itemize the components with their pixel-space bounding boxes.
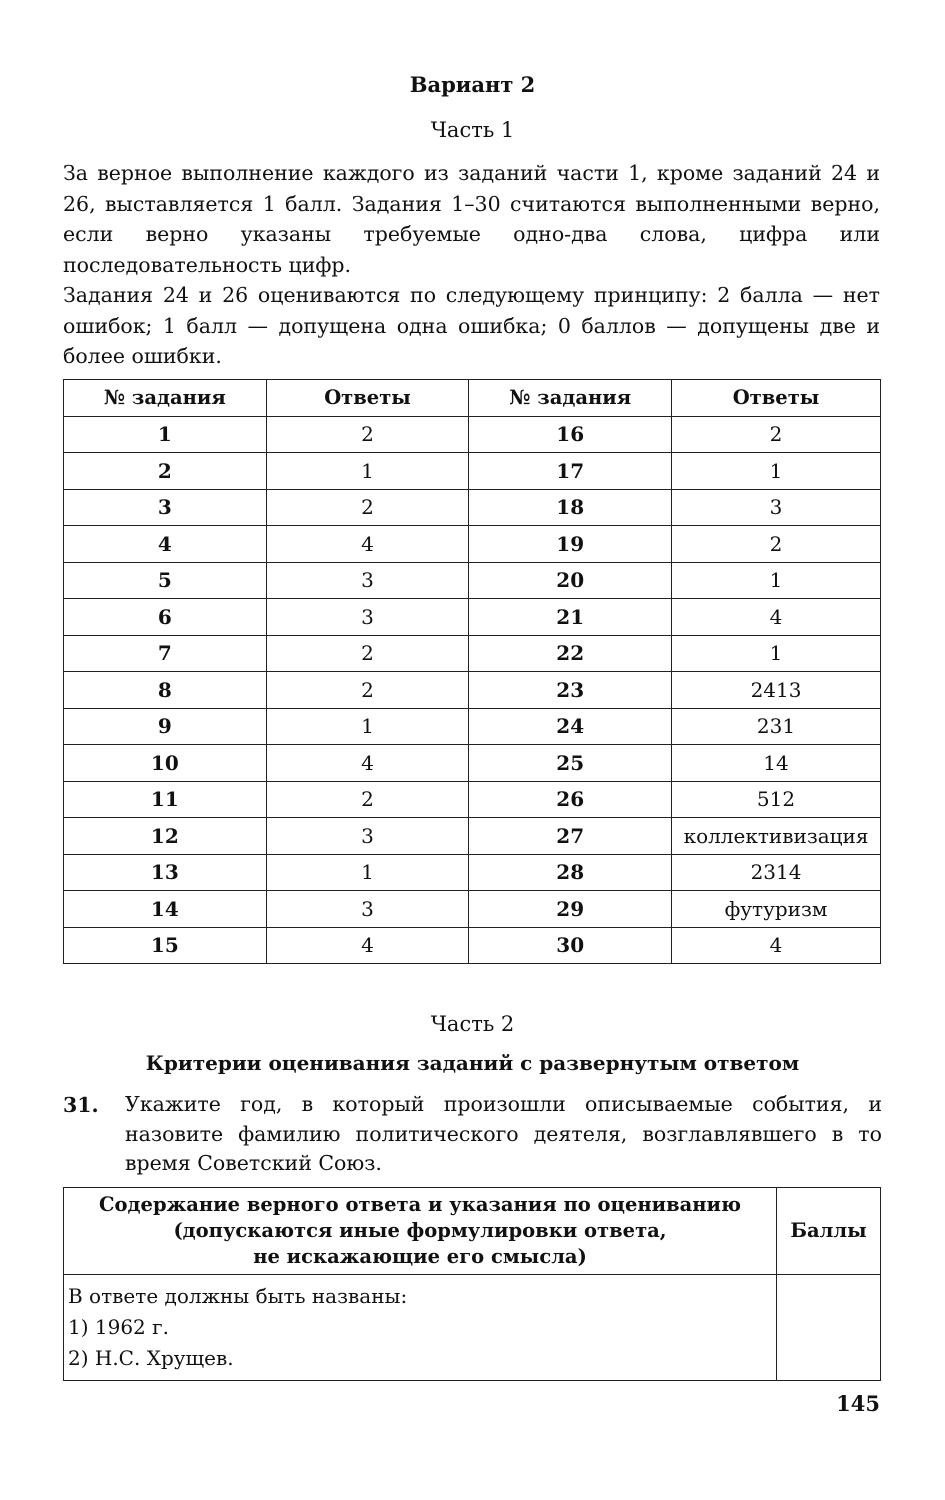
criteria-content-cell	[64, 1275, 777, 1381]
answer-cell: коллективизация	[672, 818, 881, 855]
answers-row	[64, 672, 881, 709]
task-number-cell: 7	[64, 635, 267, 672]
task-number-cell: 16	[469, 416, 672, 453]
answer-cell: 4	[266, 927, 469, 964]
task-number-cell: 21	[469, 599, 672, 636]
task-number-cell: 13	[64, 854, 267, 891]
criteria-body-line: 2) Н.С. Хрущев.	[68, 1346, 234, 1370]
answer-cell: 3	[672, 489, 881, 526]
answer-cell: 2	[266, 672, 469, 709]
answers-row	[64, 562, 881, 599]
answer-cell: 2	[266, 489, 469, 526]
task-number-cell: 8	[64, 672, 267, 709]
intro-paragraph-2: Задания 24 и 26 оцениваются по следующему принципу: 2 балла — нет ошибок; 1 балл — допущена одна ошибка; 0 баллов — допущены две и более ошибки.	[63, 283, 880, 368]
task-number-cell: 24	[469, 708, 672, 745]
question-number: 31.	[63, 1093, 99, 1117]
task-number-cell: 28	[469, 854, 672, 891]
answers-row	[64, 635, 881, 672]
task-number-cell: 4	[64, 526, 267, 563]
part1-heading: Часть 1	[430, 118, 515, 142]
criteria-header-line: Содержание верного ответа и указания по оцениванию	[99, 1193, 742, 1216]
answer-cell: 3	[266, 818, 469, 855]
answers-row	[64, 818, 881, 855]
criteria-content-header	[64, 1188, 777, 1275]
answers-row	[64, 781, 881, 818]
answer-cell: 1	[266, 854, 469, 891]
answer-cell: 1	[672, 453, 881, 490]
answers-row	[64, 489, 881, 526]
criteria-body-line: В ответе должны быть названы:	[68, 1284, 408, 1308]
answer-cell: 2413	[672, 672, 881, 709]
points-header: Баллы	[777, 1188, 881, 1275]
answer-cell: 4	[266, 745, 469, 782]
answers-table	[63, 379, 881, 964]
task-number-cell: 18	[469, 489, 672, 526]
answers-row	[64, 453, 881, 490]
header-task-number: № задания	[64, 380, 267, 417]
part2-heading: Часть 2	[430, 1012, 515, 1036]
answers-row	[64, 745, 881, 782]
points-cell	[777, 1275, 881, 1381]
answer-cell: 3	[266, 562, 469, 599]
task-number-cell: 19	[469, 526, 672, 563]
task-number-cell: 12	[64, 818, 267, 855]
task-number-cell: 3	[64, 489, 267, 526]
task-number-cell: 27	[469, 818, 672, 855]
criteria-body-line: 1) 1962 г.	[68, 1315, 169, 1339]
answer-cell: 2	[266, 781, 469, 818]
answer-cell: 2	[266, 635, 469, 672]
task-number-cell: 6	[64, 599, 267, 636]
header-answers: Ответы	[266, 380, 469, 417]
answer-cell: 512	[672, 781, 881, 818]
task-number-cell: 26	[469, 781, 672, 818]
page-number: 145	[836, 1391, 880, 1416]
criteria-table	[63, 1187, 881, 1381]
answer-cell: 1	[266, 453, 469, 490]
variant-title: Вариант 2	[409, 72, 536, 97]
task-number-cell: 10	[64, 745, 267, 782]
task-number-cell: 5	[64, 562, 267, 599]
criteria-header-row	[64, 1188, 881, 1275]
answers-body	[64, 416, 881, 964]
answer-cell: футуризм	[672, 891, 881, 928]
answer-cell: 1	[266, 708, 469, 745]
answer-cell: 2	[266, 416, 469, 453]
criteria-header-line: (допускаются иные формулировки ответа,	[173, 1219, 667, 1242]
task-number-cell: 20	[469, 562, 672, 599]
task-number-cell: 30	[469, 927, 672, 964]
task-number-cell: 14	[64, 891, 267, 928]
header-answers: Ответы	[672, 380, 881, 417]
header-task-number: № задания	[469, 380, 672, 417]
answers-header-row	[64, 380, 881, 417]
answer-cell: 2314	[672, 854, 881, 891]
question-text: Укажите год, в который произошли описываемые события, и назовите фамилию политического деятеля, возглавлявшего в то время Советский Союз.	[125, 1092, 882, 1175]
task-number-cell: 22	[469, 635, 672, 672]
answers-row	[64, 416, 881, 453]
answer-cell: 2	[672, 416, 881, 453]
answer-cell: 1	[672, 635, 881, 672]
answer-cell: 2	[672, 526, 881, 563]
task-number-cell: 25	[469, 745, 672, 782]
task-number-cell: 23	[469, 672, 672, 709]
answers-row	[64, 708, 881, 745]
criteria-heading: Критерии оценивания заданий с развернутым ответом	[145, 1051, 800, 1075]
answer-cell: 4	[266, 526, 469, 563]
task-number-cell: 1	[64, 416, 267, 453]
answer-cell: 1	[672, 562, 881, 599]
answer-cell: 231	[672, 708, 881, 745]
task-number-cell: 15	[64, 927, 267, 964]
answer-cell: 3	[266, 599, 469, 636]
answer-cell: 4	[672, 599, 881, 636]
answers-row	[64, 599, 881, 636]
answers-row	[64, 927, 881, 964]
task-number-cell: 29	[469, 891, 672, 928]
intro-paragraph-1: За верное выполнение каждого из заданий части 1, кроме заданий 24 и 26, выставляется 1 балл. Задания 1–30 считаются выполненными верно, если верно указаны требуемые одно-два слова, цифра или последовательность цифр.	[63, 161, 880, 277]
task-number-cell: 2	[64, 453, 267, 490]
criteria-body-row	[64, 1275, 881, 1381]
answer-cell: 3	[266, 891, 469, 928]
answers-row	[64, 854, 881, 891]
answer-cell: 4	[672, 927, 881, 964]
task-number-cell: 17	[469, 453, 672, 490]
task-number-cell: 9	[64, 708, 267, 745]
answer-cell: 14	[672, 745, 881, 782]
answers-row	[64, 891, 881, 928]
criteria-header-line: не искажающие его смысла)	[253, 1245, 587, 1268]
answers-row	[64, 526, 881, 563]
task-number-cell: 11	[64, 781, 267, 818]
